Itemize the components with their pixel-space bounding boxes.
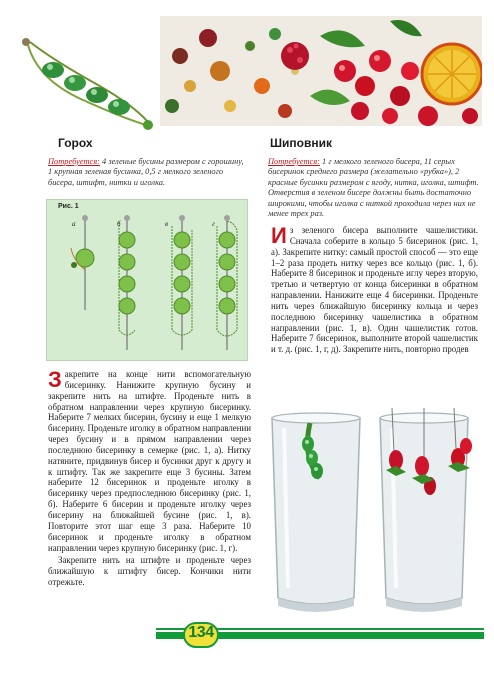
figure-label-b: б bbox=[117, 220, 121, 228]
figure-label-c: в bbox=[165, 220, 169, 228]
section-title-peas: Горох bbox=[58, 136, 93, 150]
glasses-with-beaded-charms-photo bbox=[262, 398, 480, 620]
requirements-text: 1 г мелкого зеленого бисера, 11 серых бисеринок среднего размера (желательно «рубка»), 2 красные бусинки размером с ягоду, нитка, иголка, штифт. Отверстия в зеленом бисере должны быть достаточно широкими, чтобы иголка с ниткой проходила через них не менее трех раз. bbox=[268, 157, 479, 219]
dropcap: И bbox=[271, 223, 287, 248]
step-d-diagram bbox=[217, 215, 237, 350]
figure-label-a: а bbox=[72, 220, 76, 228]
instructions-rosehip bbox=[271, 225, 478, 355]
figure-caption: Рис. 1 bbox=[58, 203, 79, 210]
paragraph: Закрепите нить на штифте и проденьте через ближайшую к штифту бисер. Кончики нити отрежьте. bbox=[48, 555, 251, 588]
step-a-diagram bbox=[71, 215, 94, 310]
requirements-peas bbox=[48, 157, 248, 188]
step-b-diagram bbox=[119, 215, 135, 350]
instructions-peas bbox=[48, 369, 251, 588]
requirements-text: 4 зеленые бусины размером с горошину, 1 крупная зеленая бусинка, 0,5 г мелкого зеленого бисера, штифт, нитки и иголка. bbox=[48, 157, 244, 187]
requirements-rosehip bbox=[268, 157, 480, 219]
page-number: 134 bbox=[188, 624, 214, 641]
figure-1-diagram bbox=[46, 199, 248, 361]
requirements-lead: Потребуется: bbox=[48, 157, 100, 166]
paragraph: Закрепите на конце нити вспомогательную бисеринку. Нанижите крупную бусину и закрепите нить на штифте. Проденьте нить в обратном направлении через крупную бисеринку. Наберите 7 мелких бисерин, бусину и еще 1 мелкую бисерину. Проденьте иголку в обратном направлении через бусину и в прямом направлении через последнюю бисеринку в семерке (рис. 1, а). Нитку натяните, придвинув бисер и бусинки друг к другу и к штифту. Так же закрепите еще 3 бусины. Затем наберите 12 бисеринок и проденьте иголку в бисеринку через предпоследнюю бисеринку (рис. 1, б). Наберите 6 бисерин и проденьте иголку через бисерину на ближайшей бусине (рис. 1, в). Повторите этот шаг еще 3 раза. Наберите 10 бисеринок и проденьте иголку в обратном направлении через крупную бисеринку (рис. 1, г). bbox=[48, 367, 251, 553]
requirements-lead: Потребуется: bbox=[268, 157, 320, 166]
peas-bracelet-photo bbox=[8, 30, 158, 130]
dropcap: З bbox=[48, 367, 62, 392]
step-c-diagram bbox=[172, 215, 192, 350]
figure-label-d: г bbox=[212, 220, 215, 228]
paragraph: Из зеленого бисера выполните чашелистики. Сначала соберите в кольцо 5 бисеринок (рис. 1, а). Закрепите нитку: самый простой способ — это еще 1–2 раза продеть нитку через все кольцо (рис. 1, б). Наберите 8 бисеринок и проденьте иглу через вторую, третью и четвертую от конца бисеринки в обратном направлении. Нанижите еще 4 бисеринки. Проденьте нить через ближайшую бисеринку кольца и через последнюю бисеринку чашелистика в обратном направлении (рис. 1, в). Один чашелистик готов. Наберите 7 бисеринок, выполните второй чашелистик и т. д. (рис. 1, г, д). Закрепите нить, повторно продев bbox=[271, 223, 478, 355]
beaded-berries-photo bbox=[160, 16, 482, 126]
section-title-rosehip: Шиповник bbox=[270, 136, 333, 150]
